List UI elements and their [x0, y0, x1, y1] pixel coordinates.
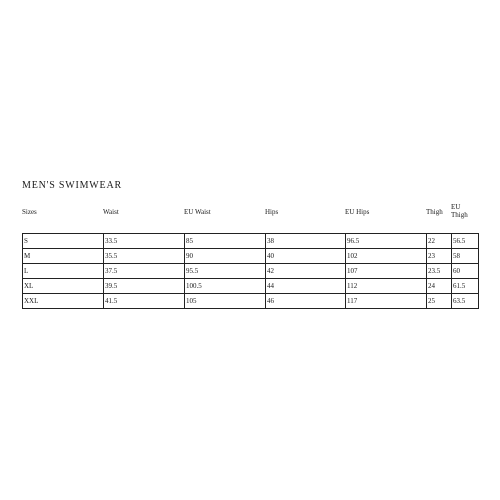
cell-size: XXL [23, 294, 104, 309]
cell-thigh: 24 [427, 279, 452, 294]
table-row [23, 294, 479, 309]
table-row [23, 249, 479, 264]
cell-thigh: 23 [427, 249, 452, 264]
chart-title: MEN'S SWIMWEAR [22, 180, 122, 191]
cell-eu-thigh: 63.5 [452, 294, 479, 309]
cell-size: XL [23, 279, 104, 294]
cell-thigh: 22 [427, 234, 452, 249]
cell-eu-thigh: 58 [452, 249, 479, 264]
cell-thigh: 23.5 [427, 264, 452, 279]
cell-eu-hips: 112 [346, 279, 427, 294]
cell-eu-hips: 96.5 [346, 234, 427, 249]
cell-waist: 41.5 [104, 294, 185, 309]
header-thigh: Thigh [426, 208, 443, 216]
cell-hips: 44 [266, 279, 346, 294]
cell-waist: 35.5 [104, 249, 185, 264]
cell-hips: 46 [266, 294, 346, 309]
cell-hips: 38 [266, 234, 346, 249]
cell-eu-waist: 95.5 [185, 264, 266, 279]
cell-eu-hips: 107 [346, 264, 427, 279]
cell-eu-waist: 105 [185, 294, 266, 309]
cell-eu-waist: 90 [185, 249, 266, 264]
header-waist: Waist [103, 208, 119, 216]
header-sizes: Sizes [22, 208, 37, 216]
cell-size: L [23, 264, 104, 279]
cell-waist: 33.5 [104, 234, 185, 249]
cell-eu-thigh: 60 [452, 264, 479, 279]
cell-eu-hips: 117 [346, 294, 427, 309]
header-eu-thigh: EU Thigh [451, 203, 468, 219]
header-hips: Hips [265, 208, 279, 216]
cell-eu-thigh: 61.5 [452, 279, 479, 294]
cell-waist: 37.5 [104, 264, 185, 279]
cell-eu-waist: 100.5 [185, 279, 266, 294]
cell-hips: 40 [266, 249, 346, 264]
cell-size: S [23, 234, 104, 249]
header-eu-waist: EU Waist [184, 208, 211, 216]
cell-thigh: 25 [427, 294, 452, 309]
column-header-row [0, 203, 500, 227]
table-row [23, 279, 479, 294]
cell-eu-hips: 102 [346, 249, 427, 264]
size-table [22, 233, 479, 309]
cell-eu-thigh: 56.5 [452, 234, 479, 249]
table-row [23, 264, 479, 279]
cell-waist: 39.5 [104, 279, 185, 294]
cell-hips: 42 [266, 264, 346, 279]
header-eu-hips: EU Hips [345, 208, 370, 216]
table-row [23, 234, 479, 249]
cell-size: M [23, 249, 104, 264]
cell-eu-waist: 85 [185, 234, 266, 249]
